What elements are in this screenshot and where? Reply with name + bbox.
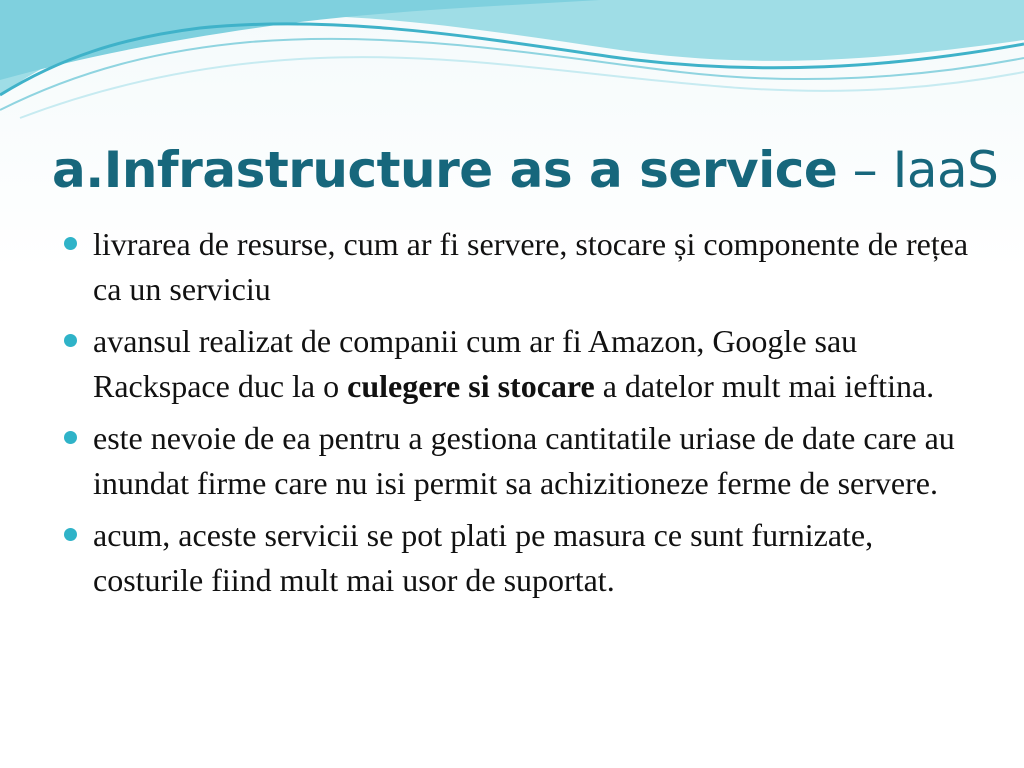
bullet-item: [58, 319, 978, 409]
bullet-text: acum, aceste servicii se pot plati pe masura ce sunt furnizate, costurile fiind mult mai usor de suportat.: [93, 517, 874, 598]
bullet-dot-icon: [64, 528, 77, 541]
slide-title: [52, 138, 998, 202]
bullet-list: [58, 222, 978, 610]
title-suffix: – IaaS: [837, 141, 999, 199]
header-wave-decoration: [0, 0, 1024, 130]
bullet-text: este nevoie de ea pentru a gestiona cantitatile uriase de date care au inundat firme care nu isi permit sa achizitioneze ferme de servere.: [93, 420, 955, 501]
bullet-text: livrarea de resurse, cum ar fi servere, stocare și componente de rețea ca un serviciu: [93, 226, 969, 307]
bullet-item: [58, 222, 978, 312]
bullet-dot-icon: [64, 431, 77, 444]
bullet-dot-icon: [64, 237, 77, 250]
title-main: a.Infrastructure as a service: [52, 141, 838, 199]
bullet-item: [58, 416, 978, 506]
bullet-text-before: avansul realizat de companii cum ar fi Amazon, Google sau Rackspace duc la o: [93, 323, 858, 404]
bullet-item: [58, 513, 978, 603]
bullet-text-after: a datelor mult mai ieftina.: [594, 368, 935, 404]
bullet-text-bold: culegere si stocare: [347, 368, 595, 404]
bullet-dot-icon: [64, 334, 77, 347]
